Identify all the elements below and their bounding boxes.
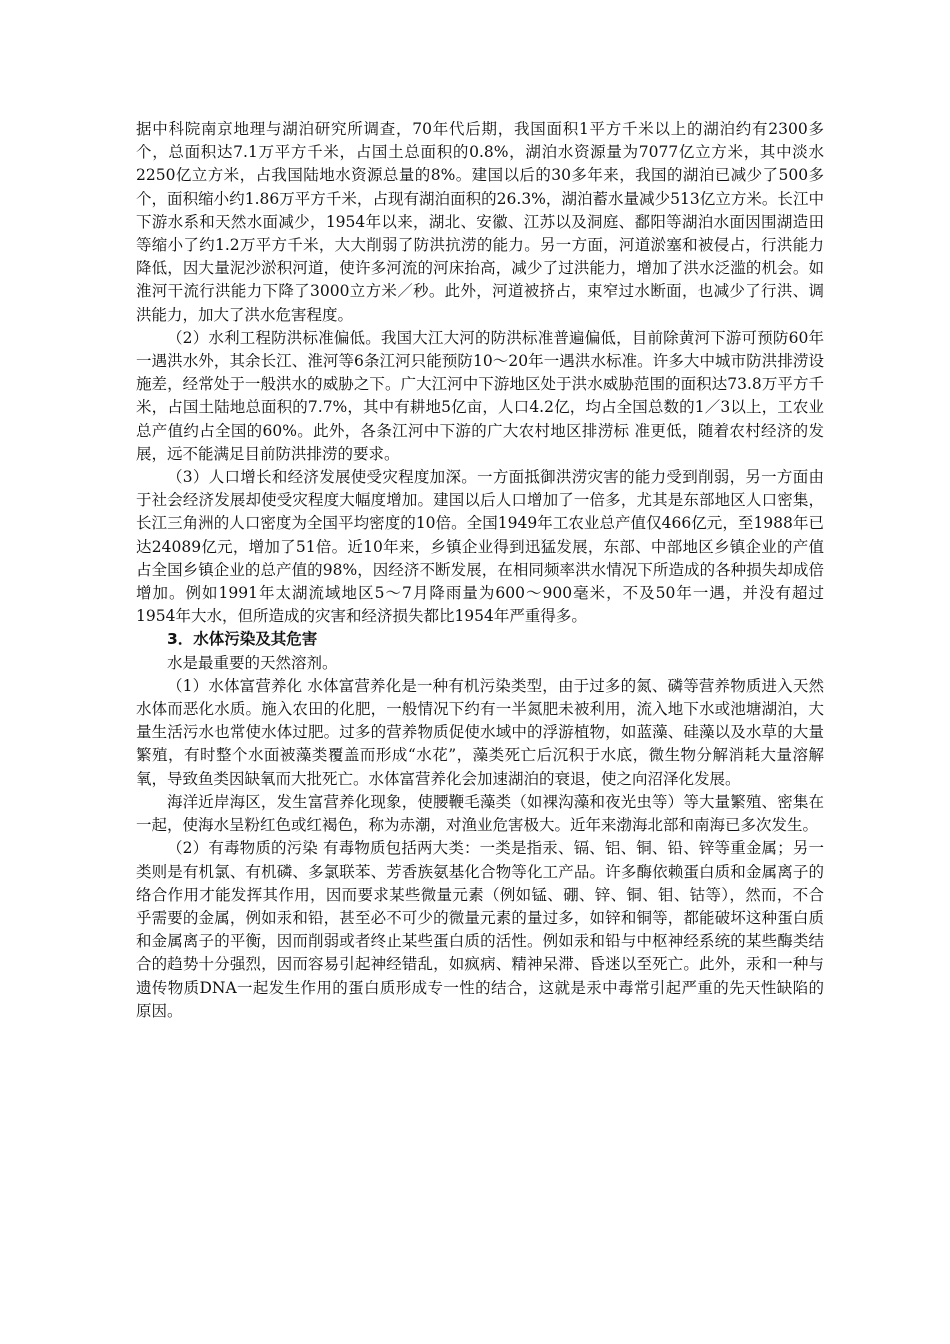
paragraph-natural-solvent: 水是最重要的天然溶剂。 bbox=[167, 653, 338, 672]
paragraph-toxic-substances: （2）有毒物质的污染 有毒物质包括两大类：一类是指汞、镉、铝、铜、铅、锌等重金属；另一类则是有机氯、有机磷、多氯联苯、芳香族氨基化合物等化工产品。许多酶依赖蛋白质和金属离子的络合作用才能发挥其作用，因而要求某些微量元素（例如锰、硼、锌、铜、钼、钴等），然而，不合乎需要的金属，例如汞和铅，甚至必不可少的微量元素的量过多，如锌和铜等，都能破坏这种蛋白质和金属离子的平衡，因而削弱或者终止某些蛋白质的活性。例如汞和铅与中枢神经系统的某些酶类结合的趋势十分强烈，因而容易引起神经错乱，如疯病、精神呆滞、昏迷以至死亡。此外，汞和一种与遗传物质DNA一起发生作用的蛋白质形成专一性的结合，这就是汞中毒常引起严重的先天性缺陷的原因。 bbox=[136, 839, 824, 1020]
section-heading-water-pollution: 3．水体污染及其危害 bbox=[167, 630, 318, 649]
paragraph-lakes-shrinking: 据中科院南京地理与湖泊研究所调查，70年代后期，我国面积1平方千米以上的湖泊约有2300多个，总面积达7.1万平方千米，占国土总面积的0.8%，湖泊水资源量为7077亿立方米，其中淡水2250亿立方米，占我国陆地水资源总量的8%。建国以后的30多年来，我国的湖泊已减少了500多个，面积缩小约1.86万平方千米，占现有湖泊面积的26.3%，湖泊蓄水量减少513亿立方米。长江中下游水系和天然水面减少，1954年以来，湖北、安徽、江苏以及洞庭、鄱阳等湖泊水面因围湖造田等缩小了约1.2万平方千米，大大削弱了防洪抗涝的能力。另一方面，河道淤塞和被侵占，行洪能力降低，因大量泥沙淤积河道，使许多河流的河床抬高，减少了过洪能力，增加了洪水泛滥的机会。如淮河干流行洪能力下降了3000立方米／秒。此外，河道被挤占，束窄过水断面，也减少了行洪、调洪能力，加大了洪水危害程度。 bbox=[136, 120, 824, 324]
paragraph-red-tide: 海洋近岸海区，发生富营养化现象，使腰鞭毛藻类（如裸沟藻和夜光虫等）等大量繁殖、密集在一起，使海水呈粉红色或红褐色，称为赤潮，对渔业危害极大。近年来渤海北部和南海已多次发生。 bbox=[136, 792, 824, 835]
paragraph-flood-standards: （2）水利工程防洪标准偏低。我国大江大河的防洪标准普遍偏低，目前除黄河下游可预防60年一遇洪水外，其余长江、淮河等6条江河只能预防10～20年一遇洪水标准。许多大中城市防洪排涝设施差，经常处于一般洪水的威胁之下。广大江河中下游地区处于洪水威胁范围的面积达73.8万平方千米，占国土陆地总面积的7.7%，其中有耕地5亿亩，人口4.2亿，均占全国总数的1／3以上，工农业总产值约占全国的60%。此外，各条江河中下游的广大农村地区排涝标 准更低，随着农村经济的发展，远不能满足目前防洪排涝的要求。 bbox=[136, 328, 824, 463]
paragraph-eutrophication: （1）水体富营养化 水体富营养化是一种有机污染类型，由于过多的氮、磷等营养物质进入天然水体而恶化水质。施入农田的化肥，一般情况下约有一半氮肥未被利用，流入地下水或池塘湖泊，大量生活污水也常使水体过肥。过多的营养物质促使水域中的浮游植物，如蓝藻、硅藻以及水草的大量繁殖，有时整个水面被藻类覆盖而形成“水花”，藻类死亡后沉积于水底，微生物分解消耗大量溶解氧，导致鱼类因缺氧而大批死亡。水体富营养化会加速湖泊的衰退，使之向沼泽化发展。 bbox=[136, 676, 824, 788]
document-body bbox=[136, 118, 824, 1023]
paragraph-population-growth: （3）人口增长和经济发展使受灾程度加深。一方面抵御洪涝灾害的能力受到削弱，另一方面由于社会经济发展却使受灾程度大幅度增加。建国以后人口增加了一倍多，尤其是东部地区人口密集，长江三角洲的人口密度为全国平均密度的10倍。全国1949年工农业总产值仅466亿元，至1988年已达24089亿元，增加了51倍。近10年来，乡镇企业得到迅猛发展，东部、中部地区乡镇企业的产值占全国乡镇企业的总产值的98%，因经济不断发展，在相同频率洪水情况下所造成的各种损失却成倍增加。例如1991年太湖流域地区5～7月降雨量为600～900毫米，不及50年一遇，并没有超过1954年大水，但所造成的灾害和经济损失都比1954年严重得多。 bbox=[136, 468, 824, 626]
